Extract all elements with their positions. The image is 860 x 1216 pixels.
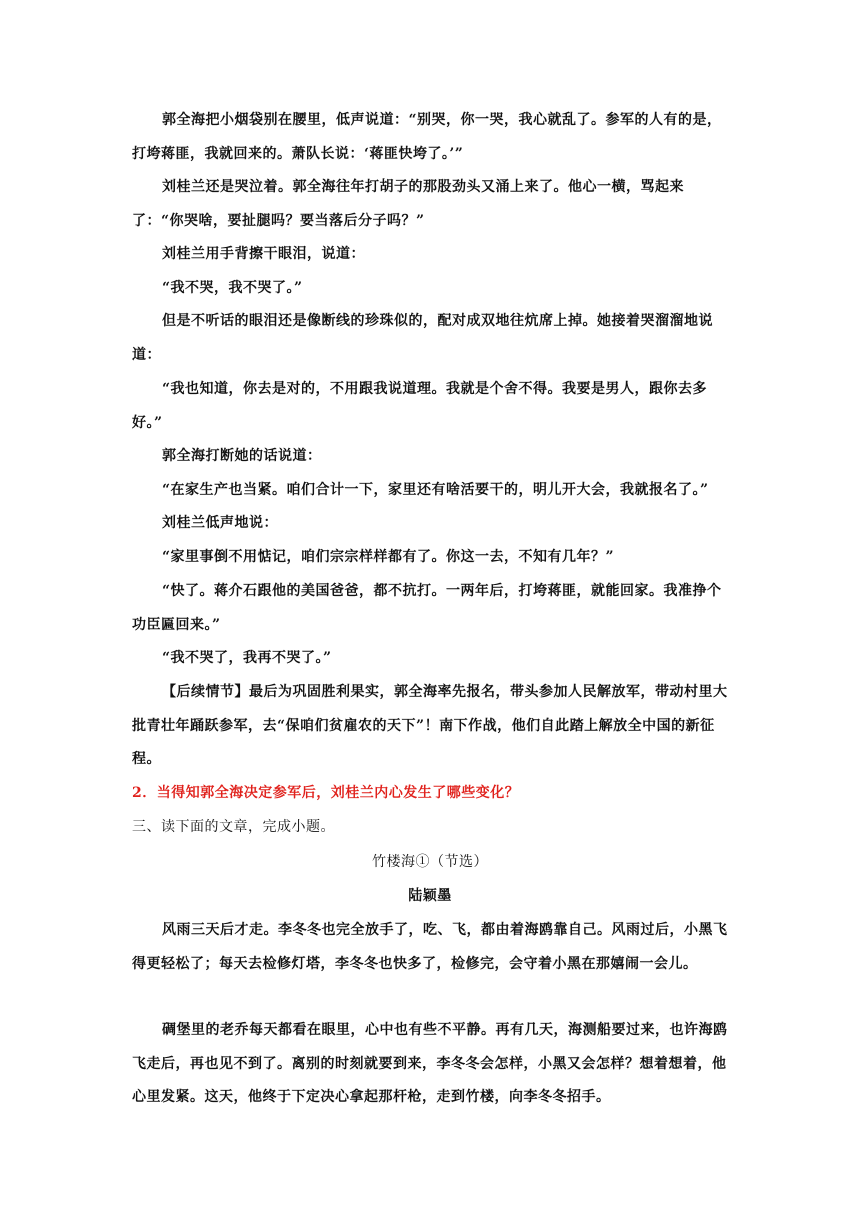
paragraph: “快了。蒋介石跟他的美国爸爸，都不抗打。一两年后，打垮蒋匪，就能回家。我准挣个功臣匾回来。” bbox=[132, 583, 722, 633]
paragraph: “家里事倒不用惦记，咱们宗宗样样都有了。你这一去，不知有几年？” bbox=[162, 549, 615, 565]
paragraph: 郭全海打断她的话说道： bbox=[162, 448, 322, 464]
paragraph: 刘桂兰低声地说： bbox=[162, 515, 278, 531]
paragraph: “我不哭了，我再不哭了。” bbox=[162, 650, 332, 666]
question-2: 2．当得知郭全海决定参军后，刘桂兰内心发生了哪些变化？ bbox=[132, 785, 520, 801]
paragraph: “在家生产也当紧。咱们合计一下，家里还有啥活要干的，明儿开大会，我就报名了。” bbox=[162, 482, 709, 498]
paragraph: “我也知道，你去是对的，不用跟我说道理。我就是个舍不得。我要是男人，跟你去多好。” bbox=[132, 381, 708, 431]
article-paragraph: 风雨三天后才走。李冬冬也完全放手了，吃、飞，都由着海鸥靠自己。风雨过后，小黑飞得更轻松了；每天去检修灯塔，李冬冬也快多了，检修完，会守着小黑在那嬉闹一会儿。 bbox=[132, 922, 728, 972]
paragraph: 【后续情节】最后为巩固胜利果实，郭全海率先报名，带头参加人民解放军，带动村里大批青壮年踊跃参军，去“保咱们贫雇农的天下”！南下作战，他们自此踏上解放全中国的新征程。 bbox=[132, 684, 728, 767]
article-author: 陆颖墨 bbox=[408, 888, 452, 904]
paragraph: 刘桂兰用手背擦干眼泪，说道： bbox=[162, 246, 365, 262]
section-heading: 三、读下面的文章，完成小题。 bbox=[132, 819, 335, 835]
paragraph: 刘桂兰还是哭泣着。郭全海往年打胡子的那股劲头又涌上来了。他心一横，骂起来了：“你哭啥，要扯腿吗？要当落后分子吗？” bbox=[132, 179, 684, 229]
article-title: 竹楼海①（节选） bbox=[372, 854, 488, 870]
paragraph: “我不哭，我不哭了。” bbox=[162, 280, 303, 296]
article-paragraph: 碉堡里的老乔每天都看在眼里，心中也有些不平静。再有几天，海测船要过来，也许海鸥飞走后，再也见不到了。离别的时刻就要到来，李冬冬会怎样，小黑又会怎样？想着想着，他心里发紧。这天，他终于下定决心拿起那杆枪，走到竹楼，向李冬冬招手。 bbox=[132, 1022, 728, 1105]
paragraph: 郭全海把小烟袋别在腰里，低声说道：“别哭，你一哭，我心就乱了。参军的人有的是，打垮蒋匪，我就回来的。萧队长说：‘蒋匪快垮了。’” bbox=[132, 112, 722, 162]
paragraph: 但是不听话的眼泪还是像断线的珍珠似的，配对成双地往炕席上掉。她接着哭溜溜地说道： bbox=[132, 313, 713, 363]
